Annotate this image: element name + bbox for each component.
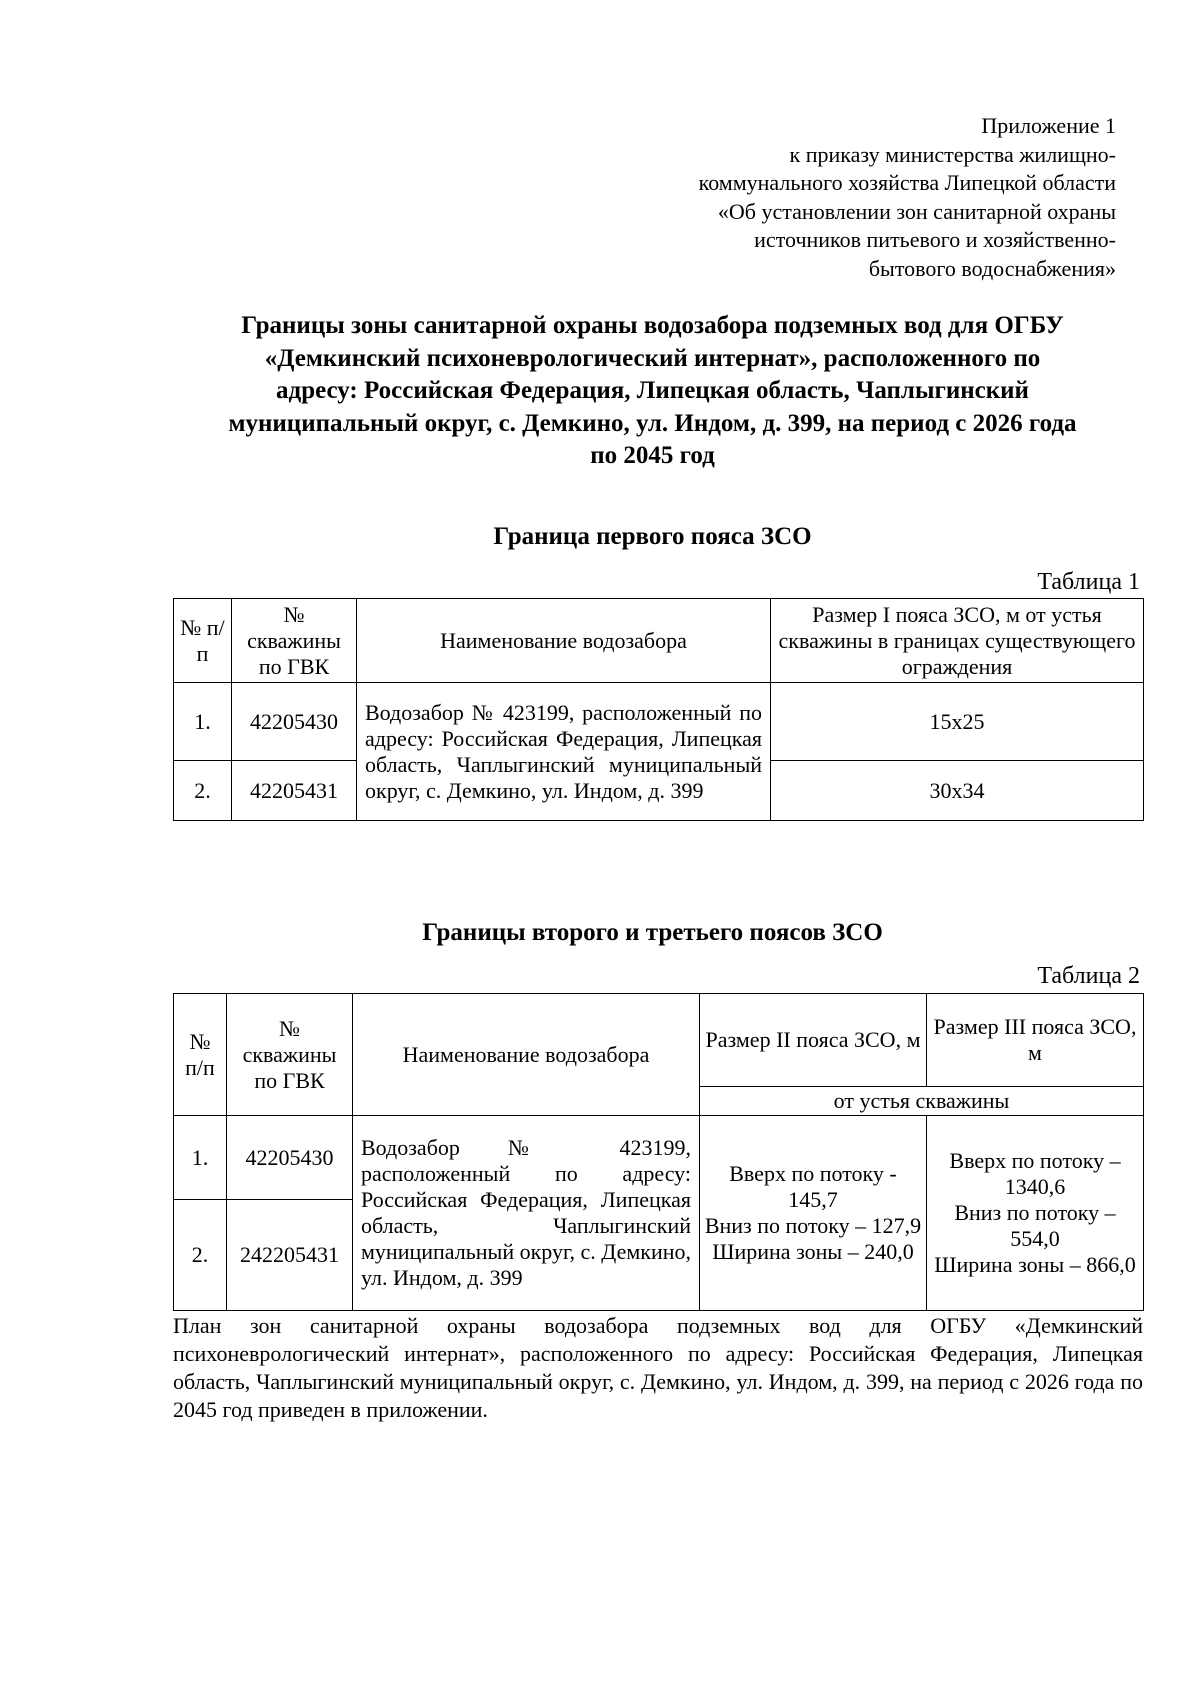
appendix-line: к приказу министерства жилищно- [789, 141, 1116, 167]
appendix-line: коммунального хозяйства Липецкой области [698, 170, 1116, 195]
zone3-down: Вниз по потоку – 554,0 [954, 1200, 1116, 1251]
appendix-line: бытового водоснабжения» [868, 255, 1116, 281]
appendix-line: Приложение 1 [981, 113, 1116, 138]
header-num: № п/п [174, 994, 227, 1116]
title-line: «Демкинский психоневрологический интернат», расположенного по [264, 344, 1041, 372]
header-size3: Размер III пояса ЗСО, м [927, 994, 1144, 1087]
cell-well: 42205430 [227, 1116, 353, 1200]
header-num: № п/п [174, 599, 232, 683]
zone2-width: Ширина зоны – 240,0 [712, 1239, 914, 1264]
table-first-zone [173, 598, 1144, 821]
appendix-line: «Об установлении зон санитарной охраны [717, 198, 1116, 224]
header-name: Наименование водозабора [357, 599, 771, 683]
section2-title: Границы второго и третьего поясов ЗСО [422, 919, 883, 946]
zone2-up: Вверх по потоку - 145,7 [729, 1161, 897, 1212]
title-line: по 2045 год [590, 442, 715, 469]
cell-size: 15х25 [771, 683, 1144, 761]
table-header-row [174, 994, 1144, 1087]
appendix-header [596, 112, 1116, 283]
document-title [170, 310, 1135, 473]
zone3-up: Вверх по потоку – 1340,6 [949, 1148, 1121, 1199]
cell-num: 1. [174, 1116, 227, 1200]
header-from: от устья скважины [700, 1087, 1144, 1116]
cell-well: 42205430 [232, 683, 357, 761]
table1-label: Таблица 1 [1037, 569, 1140, 595]
table2-label: Таблица 2 [1037, 963, 1140, 989]
table-row [174, 1116, 1144, 1200]
appendix-line: источников питьевого и хозяйственно- [754, 227, 1116, 252]
table-row [174, 683, 1144, 761]
title-line: Границы зоны санитарной охраны водозабора подземных вод для ОГБУ [241, 312, 1064, 339]
cell-num: 2. [174, 761, 232, 821]
cell-size: 30х34 [771, 761, 1144, 821]
zone2-down: Вниз по потоку – 127,9 [704, 1213, 922, 1238]
cell-intake-name: Водозабор № 423199, расположенный по адресу: Российская Федерация, Липецкая область, Чаплыгинский муниципальный округ, с. Демкино, ул. Индом, д. 399 [357, 683, 771, 821]
cell-num: 1. [174, 683, 232, 761]
section1-title: Граница первого пояса ЗСО [493, 523, 812, 550]
cell-num: 2. [174, 1200, 227, 1311]
title-line: муниципальный округ, с. Демкино, ул. Индом, д. 399, на период с 2026 года [228, 409, 1077, 437]
zone3-width: Ширина зоны – 866,0 [934, 1252, 1136, 1277]
header-well: № скважины по ГВК [227, 994, 353, 1116]
cell-zone3 [927, 1116, 1144, 1311]
cell-well: 42205431 [232, 761, 357, 821]
cell-intake-name: Водозабор № 423199, расположенный по адресу: Российская Федерация, Липецкая область, Чаплыгинский муниципальный округ, с. Демкино, ул. Индом, д. 399 [353, 1116, 700, 1311]
header-size2: Размер II пояса ЗСО, м [700, 994, 927, 1087]
footer-paragraph: План зон санитарной охраны водозабора подземных вод для ОГБУ «Демкинский психоневрологический интернат», расположенного по адресу: Российская Федерация, Липецкая область, Чаплыгинский муниципальный округ, с. Демкино, ул. Индом, д. 399, на период с 2026 года по 2045 год приведен в приложении. [173, 1313, 1143, 1422]
header-name: Наименование водозабора [353, 994, 700, 1116]
table-second-third-zone [173, 993, 1144, 1311]
title-line: адресу: Российская Федерация, Липецкая область, Чаплыгинский [276, 377, 1029, 404]
header-well: № скважины по ГВК [232, 599, 357, 683]
cell-well: 242205431 [227, 1200, 353, 1311]
table-header-row [174, 599, 1144, 683]
header-size: Размер I пояса ЗСО, м от устья скважины в границах существующего ограждения [771, 599, 1144, 683]
cell-zone2 [700, 1116, 927, 1311]
